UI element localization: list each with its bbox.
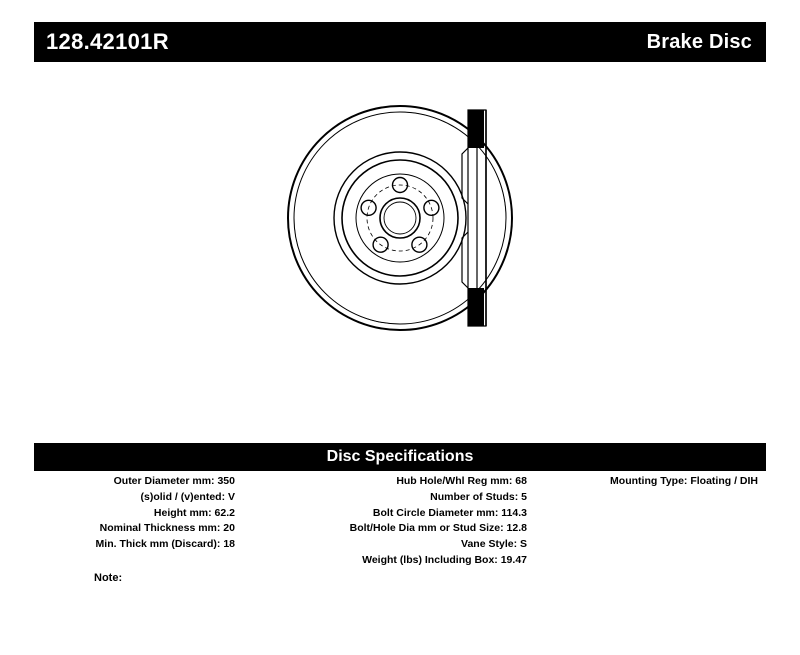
spec-title: Disc Specifications xyxy=(326,448,474,465)
spec-title-bar xyxy=(34,443,766,471)
spec-row: Height mm: 62.2 xyxy=(153,506,235,519)
spec-row: Bolt Circle Diameter mm: 114.3 xyxy=(372,506,527,519)
spec-row: Nominal Thickness mm: 20 xyxy=(99,522,235,535)
spec-column-left xyxy=(34,474,239,569)
spec-column-middle xyxy=(239,474,531,569)
spec-column-right xyxy=(531,474,766,569)
spec-row: Hub Hole/Whl Reg mm: 68 xyxy=(396,475,527,487)
spec-row: Mounting Type: Floating / DIH xyxy=(610,475,758,487)
spec-row: Number of Studs: 5 xyxy=(430,490,527,503)
spec-row: (s)olid / (v)ented: V xyxy=(140,490,235,503)
rotor-edge-view xyxy=(454,100,514,336)
spec-row: Min. Thick mm (Discard): 18 xyxy=(95,538,235,551)
spec-row: Bolt/Hole Dia mm or Stud Size: 12.8 xyxy=(349,522,527,535)
spec-row: Vane Style: S xyxy=(461,538,527,551)
spec-columns xyxy=(34,474,766,569)
technical-drawing xyxy=(34,80,766,430)
spec-row: Outer Diameter mm: 350 xyxy=(113,475,235,487)
part-number: 128.42101R xyxy=(46,29,169,54)
note-label: Note: xyxy=(94,572,123,584)
product-type-label: Brake Disc xyxy=(646,31,752,53)
spec-row: Weight (lbs) Including Box: 19.47 xyxy=(362,553,527,566)
note-row xyxy=(94,572,122,584)
header-bar xyxy=(34,22,766,62)
